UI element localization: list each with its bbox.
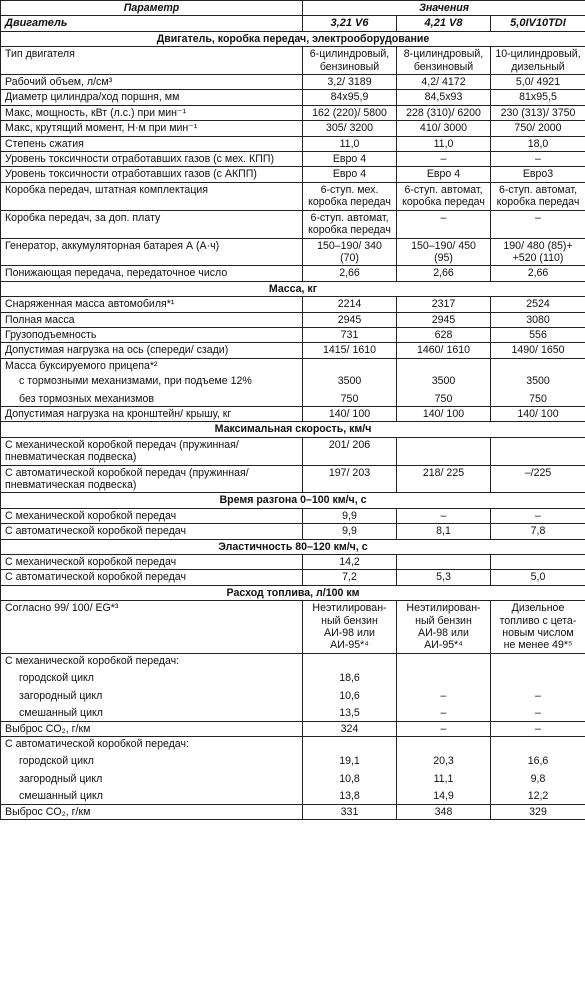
table-row xyxy=(1,358,585,406)
cell-value: – xyxy=(491,210,585,238)
table-row xyxy=(1,167,585,182)
table-row xyxy=(1,601,585,654)
cell-value: – xyxy=(397,152,491,167)
table-row xyxy=(1,121,585,136)
table-row xyxy=(1,327,585,342)
cell-value: Дизельное топливо с цета-новым числом не менее 49*⁵ xyxy=(491,601,585,654)
cell-value: 731 xyxy=(303,327,397,342)
section-heading xyxy=(1,585,585,600)
cycle-mixed: смешанный цикл xyxy=(19,707,103,720)
row-label: Коробка передач, за доп. плату xyxy=(1,210,303,238)
cell-value: Евро 4 xyxy=(303,152,397,167)
cell-value: 8,1 xyxy=(397,524,491,539)
row-label xyxy=(1,358,303,406)
cell-value: – xyxy=(491,508,585,523)
cell-value: 140/ 100 xyxy=(303,406,397,421)
section-title: Двигатель, коробка передач, электрооборудование xyxy=(1,31,585,46)
cell-value: 5,0/ 4921 xyxy=(491,75,585,90)
cell-value: 6-ступ. автомат, коробка передач xyxy=(303,210,397,238)
cell-value xyxy=(397,437,491,465)
row-label: С механической коробкой передач xyxy=(1,508,303,523)
cell-value: 9,9 xyxy=(303,524,397,539)
table-row xyxy=(1,238,585,266)
auto-label: С автоматической коробкой передач: xyxy=(5,737,189,750)
cell-value: 197/ 203 xyxy=(303,465,397,493)
table-row xyxy=(1,524,585,539)
row-label: Допустимая нагрузка на ось (спереди/ сзади) xyxy=(1,343,303,358)
table-row xyxy=(1,653,585,721)
cell-value: 10-цилиндровый, дизельный xyxy=(491,47,585,75)
cell-value: 1490/ 1650 xyxy=(491,343,585,358)
table-row xyxy=(1,721,585,736)
table-row xyxy=(1,47,585,75)
row-label: С механической коробкой передач xyxy=(1,555,303,570)
cell-value: – xyxy=(491,152,585,167)
cell-value: Неэтилирован-ный бензин АИ-98 или АИ-95*⁴ xyxy=(397,601,491,654)
cell-value: 6-цилиндровый, бензиновый xyxy=(303,47,397,75)
cell-value: 20,3 11,1 14,9 xyxy=(397,736,491,804)
section-heading xyxy=(1,281,585,296)
cell-value: 201/ 206 xyxy=(303,437,397,465)
cell-value: 9,9 xyxy=(303,508,397,523)
row-label: Согласно 99/ 100/ EG*³ xyxy=(1,601,303,654)
cell-value: 6-ступ. мех. коробка передач xyxy=(303,182,397,210)
table-row xyxy=(1,75,585,90)
cell-value: Евро 4 xyxy=(303,167,397,182)
tow-sub1: с тормозными механизмами, при подъеме 12% xyxy=(19,375,252,388)
table-row xyxy=(1,105,585,120)
cell-value: 305/ 3200 xyxy=(303,121,397,136)
cell-value: 228 (310)/ 6200 xyxy=(397,105,491,120)
cell-value xyxy=(397,555,491,570)
table-row xyxy=(1,570,585,585)
cell-value: 190/ 480 (85)+ +520 (110) xyxy=(491,238,585,266)
table-row xyxy=(1,266,585,281)
cell-value: 329 xyxy=(491,804,585,819)
table-row xyxy=(1,297,585,312)
cell-value: 4,2/ 4172 xyxy=(397,75,491,90)
cell-value: 7,2 xyxy=(303,570,397,585)
cell-value: 11,0 xyxy=(397,136,491,151)
cell-value: 19,1 10,8 13,8 xyxy=(303,736,397,804)
mech-label: С механической коробкой передач: xyxy=(5,654,180,667)
cell-value: 150–190/ 450 (95) xyxy=(397,238,491,266)
section-heading xyxy=(1,422,585,437)
cell-value: 2,66 xyxy=(397,266,491,281)
cell-value: 16,6 9,8 12,2 xyxy=(491,736,585,804)
cell-value: –/225 xyxy=(491,465,585,493)
row-label: Диаметр цилиндра/ход поршня, мм xyxy=(1,90,303,105)
cell-value xyxy=(491,437,585,465)
table-row xyxy=(1,555,585,570)
row-label: Снаряженная масса автомобиля*¹ xyxy=(1,297,303,312)
cell-value: 230 (313)/ 3750 xyxy=(491,105,585,120)
cell-value: 3,2/ 3189 xyxy=(303,75,397,90)
table-row xyxy=(1,136,585,151)
cycle-city: городской цикл xyxy=(19,672,94,685)
section-heading xyxy=(1,493,585,508)
cell-value: Евро 4 xyxy=(397,167,491,182)
row-label: Грузоподъемность xyxy=(1,327,303,342)
table-row xyxy=(1,406,585,421)
cell-value: 5,3 xyxy=(397,570,491,585)
section-title: Максимальная скорость, км/ч xyxy=(1,422,585,437)
cell-value: 2524 xyxy=(491,297,585,312)
table-row xyxy=(1,343,585,358)
section-title: Расход топлива, л/100 км xyxy=(1,585,585,600)
table-row xyxy=(1,508,585,523)
row-label xyxy=(1,653,303,721)
cell-value: – – xyxy=(397,653,491,721)
tow-label: Масса буксируемого прицепа*² xyxy=(5,359,158,372)
cell-value: 331 xyxy=(303,804,397,819)
cell-value: Евро3 xyxy=(491,167,585,182)
cycle-highway: загородный цикл xyxy=(19,689,103,702)
cell-value: 84x95,9 xyxy=(303,90,397,105)
row-label xyxy=(1,736,303,804)
header-values: Значения xyxy=(303,1,585,16)
cell-value: 18,6 10,6 13,5 xyxy=(303,653,397,721)
row-label: Макс, крутящий момент, Н·м при мин⁻¹ xyxy=(1,121,303,136)
table-row xyxy=(1,182,585,210)
cell-value: 84,5x93 xyxy=(397,90,491,105)
row-label: Уровень токсичности отработавших газов (с мех. КПП) xyxy=(1,152,303,167)
cell-value: – xyxy=(491,721,585,736)
row-label: С автоматической коробкой передач (пружинная/ пневматическая подвеска) xyxy=(1,465,303,493)
cell-value: 410/ 3000 xyxy=(397,121,491,136)
table-row xyxy=(1,804,585,819)
engine-header-row xyxy=(1,16,585,31)
cell-value: 750/ 2000 xyxy=(491,121,585,136)
section-title: Время разгона 0–100 км/ч, с xyxy=(1,493,585,508)
header-param: Параметр xyxy=(1,1,303,16)
table-row xyxy=(1,437,585,465)
row-label: Генератор, аккумуляторная батарея А (А·ч) xyxy=(1,238,303,266)
row-label: Степень сжатия xyxy=(1,136,303,151)
table-row xyxy=(1,90,585,105)
cell-value: 1415/ 1610 xyxy=(303,343,397,358)
header-col3: 5,0IV10TDI xyxy=(491,16,585,31)
cell-value: 324 xyxy=(303,721,397,736)
cell-value: 2,66 xyxy=(491,266,585,281)
table-row xyxy=(1,312,585,327)
cell-value: 140/ 100 xyxy=(491,406,585,421)
section-title: Эластичность 80–120 км/ч, с xyxy=(1,539,585,554)
table-row xyxy=(1,152,585,167)
cell-value: 7,8 xyxy=(491,524,585,539)
row-label: Тип двигателя xyxy=(1,47,303,75)
row-label: Понижающая передача, передаточное число xyxy=(1,266,303,281)
row-label: Выброс CO₂, г/км xyxy=(1,804,303,819)
table-row xyxy=(1,465,585,493)
cell-value: 556 xyxy=(491,327,585,342)
cell-value: 3500 750 xyxy=(397,358,491,406)
cell-value: 2945 xyxy=(397,312,491,327)
cell-value: 1460/ 1610 xyxy=(397,343,491,358)
table-row xyxy=(1,736,585,804)
cycle-highway: загородный цикл xyxy=(19,772,103,785)
row-label: Уровень токсичности отработавших газов (с АКПП) xyxy=(1,167,303,182)
cell-value: 2317 xyxy=(397,297,491,312)
cell-value: 2214 xyxy=(303,297,397,312)
row-label: Макс, мощность, кВт (л.с.) при мин⁻¹ xyxy=(1,105,303,120)
cell-value: 3500 750 xyxy=(303,358,397,406)
cell-value: 6-ступ. автомат, коробка передач xyxy=(491,182,585,210)
cell-value: 150–190/ 340 (70) xyxy=(303,238,397,266)
tow-sub2: без тормозных механизмов xyxy=(19,392,154,405)
table-row xyxy=(1,210,585,238)
cell-value: 628 xyxy=(397,327,491,342)
cell-value: 3080 xyxy=(491,312,585,327)
header-row xyxy=(1,1,585,16)
section-heading xyxy=(1,31,585,46)
cell-value: 3500 750 xyxy=(491,358,585,406)
cell-value: 6-ступ. автомат, коробка передач xyxy=(397,182,491,210)
cell-value: Неэтилирован-ный бензин АИ-98 или АИ-95*⁴ xyxy=(303,601,397,654)
cell-value: 18,0 xyxy=(491,136,585,151)
row-label: Рабочий объем, л/см³ xyxy=(1,75,303,90)
cell-value: – xyxy=(397,721,491,736)
cycle-mixed: смешанный цикл xyxy=(19,790,103,803)
cell-value: 81x95,5 xyxy=(491,90,585,105)
cell-value: – xyxy=(397,508,491,523)
row-label: С механической коробкой передач (пружинная/ пневматическая подвеска) xyxy=(1,437,303,465)
header-col2: 4,21 V8 xyxy=(397,16,491,31)
cycle-city: городской цикл xyxy=(19,755,94,768)
cell-value: – – xyxy=(491,653,585,721)
cell-value: 140/ 100 xyxy=(397,406,491,421)
cell-value: 162 (220)/ 5800 xyxy=(303,105,397,120)
cell-value: – xyxy=(397,210,491,238)
cell-value: 5,0 xyxy=(491,570,585,585)
cell-value: 2945 xyxy=(303,312,397,327)
cell-value: 348 xyxy=(397,804,491,819)
section-title: Масса, кг xyxy=(1,281,585,296)
cell-value: 11,0 xyxy=(303,136,397,151)
row-label: Выброс CO₂, г/км xyxy=(1,721,303,736)
header-engine: Двигатель xyxy=(1,16,303,31)
cell-value: 14,2 xyxy=(303,555,397,570)
cell-value: 218/ 225 xyxy=(397,465,491,493)
row-label: Допустимая нагрузка на кронштейн/ крышу, кг xyxy=(1,406,303,421)
header-col1: 3,21 V6 xyxy=(303,16,397,31)
cell-value xyxy=(491,555,585,570)
cell-value: 2,66 xyxy=(303,266,397,281)
row-label: Коробка передач, штатная комплектация xyxy=(1,182,303,210)
row-label: Полная масса xyxy=(1,312,303,327)
section-heading xyxy=(1,539,585,554)
row-label: С автоматической коробкой передач xyxy=(1,524,303,539)
cell-value: 8-цилиндровый, бензиновый xyxy=(397,47,491,75)
row-label: С автоматической коробкой передач xyxy=(1,570,303,585)
